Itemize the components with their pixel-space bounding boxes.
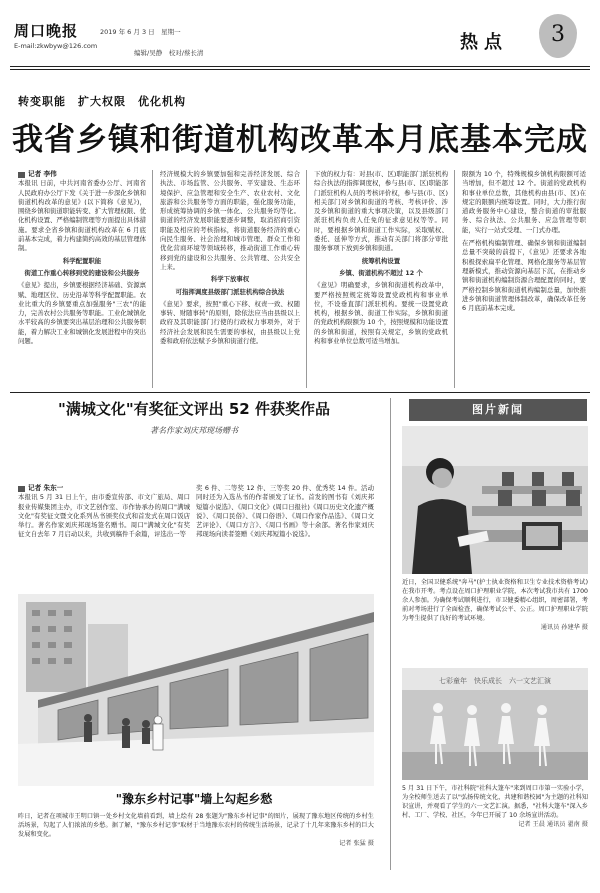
performance-banner: 七彩童年 快乐成长 六一文艺汇演 (439, 677, 551, 685)
story2-column-2 (196, 484, 374, 588)
photo-headline: "豫东乡村记事"墙上勾起乡愁 (115, 792, 273, 806)
story2-column-1 (18, 484, 190, 588)
children-performance-photo (402, 668, 588, 780)
masthead-divider-thin (10, 69, 590, 70)
lead-column-2 (160, 170, 300, 390)
lead-col1-text: 本报讯 日前，中共河南省委办公厅、河南省人民政府办公厅下发《关于进一步深化乡镇和街道机构改革的意见》(以下简称《意见》)，围绕乡镇和街道职能转变、扩大管理权限、优化机构设置、严格编制管理等方面提出具体措施。要求全省乡镇和街道机构改革在 6 月底前基本完成，着力构建简约高效的基层管理体制。 (18, 179, 146, 253)
photo-caption-text: 昨日，记者在项城市王明口镇一处乡村文化墙前看到，墙上绘有 28 张题为"豫东乡村记事"的图片，展现了豫东地区传统的乡村生活场景，勾起了人们浓浓的乡愁。据了解，"豫东乡村记事"取材于当地豫东农村的传统生活场景，记录了十几年来豫东乡村的巨大发展和变化。 (18, 813, 374, 838)
page-number-badge: 3 (539, 14, 577, 58)
lead-col4-text-b: 在严格机构编制管理、确保乡镇和街道编制总量不突破的前提下，《意见》还要求各地积极探索扁平化管理、网格化服务等基层管理新模式，推动资源向基层下沉，在推动乡镇和街道机构编制资源合理配置的同时，要严格控制乡镇和街道机构编制总量，加快推进乡镇和街道管理体制改革，确保改革任务 6 月底前基本完成。 (462, 239, 586, 313)
lead-byline: 记者 李伟 (18, 170, 146, 179)
story2-col2-text: 奖 6 件、二等奖 12 件、三等奖 20 件、优秀奖 14 件。活动同时还为入选丛书的作者颁发了证书。首发的图书有《刘庆邦短篇小说选》、《周口文化》(周口日报社)《周口历史文化遗产概说》、《周口民俗》、《周口俗语》、《周口作家作品选》、《周口文艺评论》、《周口方言》、《周口书画》等十余部。著名作家刘庆邦现场向读者签赠《刘庆邦短篇小说选》。 (196, 484, 374, 539)
issue-date: 2019 年 6 月 3 日 星期一 (100, 28, 181, 36)
email-address: E-mail:zkwbyw@126.com (14, 42, 98, 50)
column-divider (454, 170, 455, 388)
editor-credit: 编辑/吴静 校对/蔡长清 (134, 49, 204, 57)
section-title: 热点 (460, 32, 508, 53)
lead-col2-subhead: 科学下放事权 (210, 275, 250, 284)
performance-credit: 记者 王晨 通讯员 翟南 摄 (518, 821, 588, 828)
exam-photo (402, 426, 588, 574)
photo-credit: 记者 张猛 摄 (339, 840, 374, 847)
lead-column-1 (18, 170, 146, 390)
column-divider (390, 398, 391, 870)
exam-caption (402, 578, 588, 664)
rural-wall-illustration (18, 594, 374, 786)
lead-col3-text: 下放的权力有：对县(市、区)职能部门派驻机构综合执法的指挥调度权，参与县(市、区)职能部门派驻机构人员的考核评价权，参与县(市、区)相关部门对乡镇和街道的考核、考核评价、涉及乡镇和街道的重大事项决策，以及县级部门派驻机构负责人任免的征求意见权等等。同时，要根据乡镇和街道工作实际，采取赋权、委托、延伸等方式，推动有关部门将部分审批服务事项下放到乡镇和街道。 (314, 170, 448, 253)
lead-col2-text: 经济规模大的乡镇要加强和完善经济发展、综合执法、市场监管、公共服务、平安建设、生态环境保护、应急管理和安全生产、农业农村、文化旅游和公共服务等方面的职能，强化服务功能，形成统筹协调的乡镇一体化、公共服务均等化。街道的经济发展职能要逐步调整，取消招商引资职能及相应的考核指标，将街道服务经济的重心向民生服务、社会治理和城市管理、群众工作和优化营商环境等领域转移，推动街道工作重心转移到党的建设和公共服务、公共管理、公共安全上来。 (160, 170, 300, 271)
lead-col1-subhead-2: 街道工作重心转移到党的建设和公共服务 (24, 268, 140, 277)
lead-col3-subhead-2: 乡镇、街道机构不超过 12 个 (339, 268, 423, 277)
rural-wall-photo (18, 594, 374, 786)
lead-column-4 (462, 170, 586, 390)
exam-illustration (402, 426, 588, 574)
lead-col2-subhead-2: 可指挥调度县级部门派驻机构综合执法 (175, 287, 285, 296)
lead-headline: 我省乡镇和街道机构改革本月底基本完成 (12, 122, 588, 158)
photo-caption (18, 812, 374, 860)
lead-col3-text-b: 《意见》明确要求，乡镇和街道机构改革中，要严格按照规定统筹设置党政机构和事业单位，不设垂直部门派驻机构。要统一设置党政机构，根据乡镇、街道工作实际，乡镇和街道的党政机构限额为 10 个，按照规模和功能设置的乡镇和街道，按照有关规定，乡镇的党政机构和事业单位总数可适当增加。 (314, 281, 448, 346)
story2-byline: 记者 朱东一 (18, 484, 190, 493)
newspaper-logo: 周口晚报 (14, 22, 79, 40)
lead-col1-text-b: 《意见》提出，乡镇要根据经济基础、资源禀赋、地理区位、历史沿革等科学配置职能。农业比重大的乡镇要重点加强服务"三农"的能力，完善农村公共服务等职能。工业化城镇化水平较高的乡镇要突出基层治理和公共服务职能，着力解决工业和城镇化发展进程中的突出问题。 (18, 281, 146, 346)
column-divider (306, 170, 307, 388)
picture-news-title: 图片新闻 (409, 399, 587, 421)
performance-illustration (402, 668, 588, 780)
lead-col2-text-b: 《意见》要求，按照"重心下移、权责一致、权随事转、财随事转"的原则，除依法应当由县级以上政府及其职能部门行使的行政权力事项外，对于经济社会发展和民生需要的事权，由县级以上党委和政府依法赋予乡镇和街道行使。 (160, 299, 300, 346)
lead-kicker: 转变职能 扩大权限 优化机构 (18, 95, 186, 108)
masthead (0, 0, 600, 66)
lead-col3-subhead: 统筹机构设置 (361, 256, 401, 265)
performance-caption (402, 784, 588, 864)
masthead-divider (10, 66, 590, 67)
lead-column-3 (314, 170, 448, 390)
exam-caption-text: 近日，全国卫健系统"奔马"(护士执业资格和卫生专业技术资格考试)在我市开考。考点设在周口护理职业学院，本次考试我市共有 1700 余人参加。为确保考试顺利进行，市卫健委精心组织，周密部署，考前对考场进行了全面检查，确保考试公平、公正。周口护理职业学院为考生提供了良好的考试环境。 (402, 579, 588, 622)
story2-col1-text: 本报讯 5 月 31 日上午，由市委宣传部、市文广旅局、周口报业传媒集团主办，市文艺创作室、市作协承办的周口"满城文化"有奖征文暨文化系列丛书颁奖仪式和首发式在周口饭店举行。著名作家刘庆邦现场签名赠书。周口"满城文化"有奖征文自去年 7 月启动以来，共收到稿件千余篇，评选出一等 (18, 493, 190, 539)
performance-caption-text: 5 月 31 日下午，市社科院"社科大篷车"来到周口市第一实验小学，为全校师生送去了以"弘扬传统文化，共建和谐校园"为主题的社科知识宣讲，并观看了学生的六一文艺汇演。据悉，"社科大篷车"深入乡村、工厂、学校、社区，今年已开展了 10 余场宣讲活动。 (402, 785, 588, 819)
lead-col1-subhead: 科学配置职能 (62, 256, 102, 265)
exam-credit: 通讯员 孙建华 摄 (540, 624, 588, 631)
story2-subhead: 著名作家刘庆邦现场赠书 (150, 426, 238, 435)
story2-headline: "满城文化"有奖征文评出 52 件获奖作品 (58, 400, 330, 418)
section-divider (10, 392, 590, 393)
column-divider (152, 170, 153, 388)
lead-col4-text: 限额为 10 个，特殊规模乡镇机构限额可适当增加，但不超过 12 个。街道的党政机构和事业单位总数，其他机构由县(市、区)在规定的限额内统筹设置。同时，大力推行街道政务服务中心建设，整合街道的审批服务、综合执法、公共服务、应急管理等职能，实行一站式受理、一门式办理。 (462, 170, 586, 234)
